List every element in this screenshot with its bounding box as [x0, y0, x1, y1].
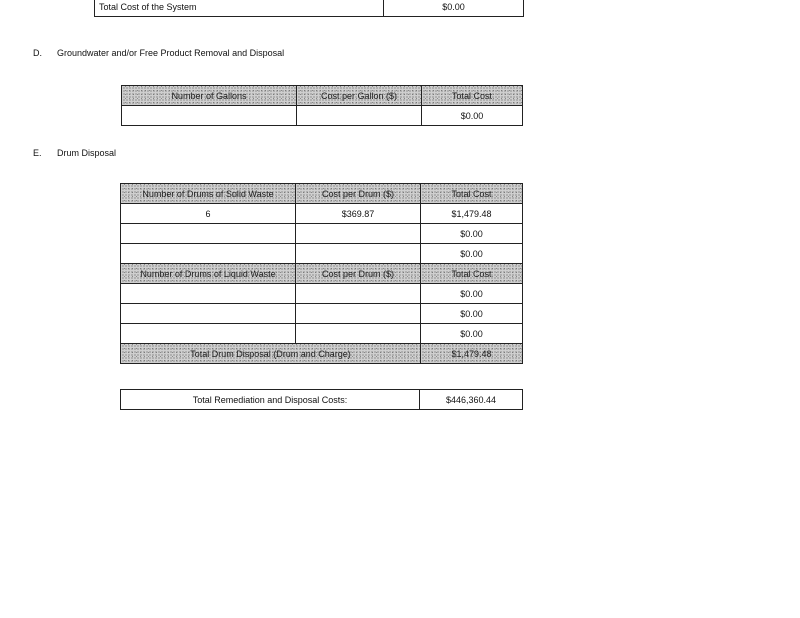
- liquid-drums-cell: [121, 284, 296, 304]
- grand-total-table: [120, 389, 523, 410]
- section-e-letter: E.: [33, 148, 42, 158]
- liquid-total-cell: $0.00: [421, 284, 523, 304]
- section-d-letter: D.: [33, 48, 42, 58]
- section-e-title: Drum Disposal: [57, 148, 117, 158]
- grand-total-label: Total Remediation and Disposal Costs:: [121, 390, 420, 410]
- groundwater-total-cell: $0.00: [422, 106, 523, 126]
- system-cost-label: Total Cost of the System: [95, 0, 384, 17]
- solid-cost-cell: [296, 224, 421, 244]
- solid-total-cell: $1,479.48: [421, 204, 523, 224]
- solid-total-header: Total Cost: [421, 184, 523, 204]
- solid-total-cell: $0.00: [421, 244, 523, 264]
- liquid-cost-cell: [296, 324, 421, 344]
- total-cost-header: Total Cost: [422, 86, 523, 106]
- section-d-heading: [33, 48, 284, 58]
- solid-total-cell: $0.00: [421, 224, 523, 244]
- solid-cost-per-drum-header: Cost per Drum ($): [296, 184, 421, 204]
- liquid-total-header: Total Cost: [421, 264, 523, 284]
- solid-drums-header: Number of Drums of Solid Waste: [121, 184, 296, 204]
- gallons-header: Number of Gallons: [122, 86, 297, 106]
- section-d-title: Groundwater and/or Free Product Removal and Disposal: [57, 48, 285, 58]
- grand-total-value: $446,360.44: [420, 390, 523, 410]
- liquid-cost-cell: [296, 284, 421, 304]
- cost-per-gallon-cell: [297, 106, 422, 126]
- drum-total-label: Total Drum Disposal (Drum and Charge): [121, 344, 421, 364]
- liquid-total-cell: $0.00: [421, 304, 523, 324]
- section-e-heading: [33, 148, 116, 158]
- solid-drums-cell: [121, 224, 296, 244]
- groundwater-table: [121, 85, 523, 126]
- drum-disposal-table: [120, 183, 523, 364]
- liquid-cost-cell: [296, 304, 421, 324]
- system-cost-table: [94, 0, 524, 17]
- cost-per-gallon-header: Cost per Gallon ($): [297, 86, 422, 106]
- solid-drums-cell: 6: [121, 204, 296, 224]
- liquid-drums-cell: [121, 324, 296, 344]
- drum-total-value: $1,479.48: [421, 344, 523, 364]
- gallons-cell: [122, 106, 297, 126]
- solid-cost-cell: [296, 244, 421, 264]
- liquid-total-cell: $0.00: [421, 324, 523, 344]
- solid-drums-cell: [121, 244, 296, 264]
- liquid-cost-per-drum-header: Cost per Drum ($): [296, 264, 421, 284]
- liquid-drums-cell: [121, 304, 296, 324]
- solid-cost-cell: $369.87: [296, 204, 421, 224]
- liquid-drums-header: Number of Drums of Liquid Waste: [121, 264, 296, 284]
- system-cost-value: $0.00: [384, 0, 524, 17]
